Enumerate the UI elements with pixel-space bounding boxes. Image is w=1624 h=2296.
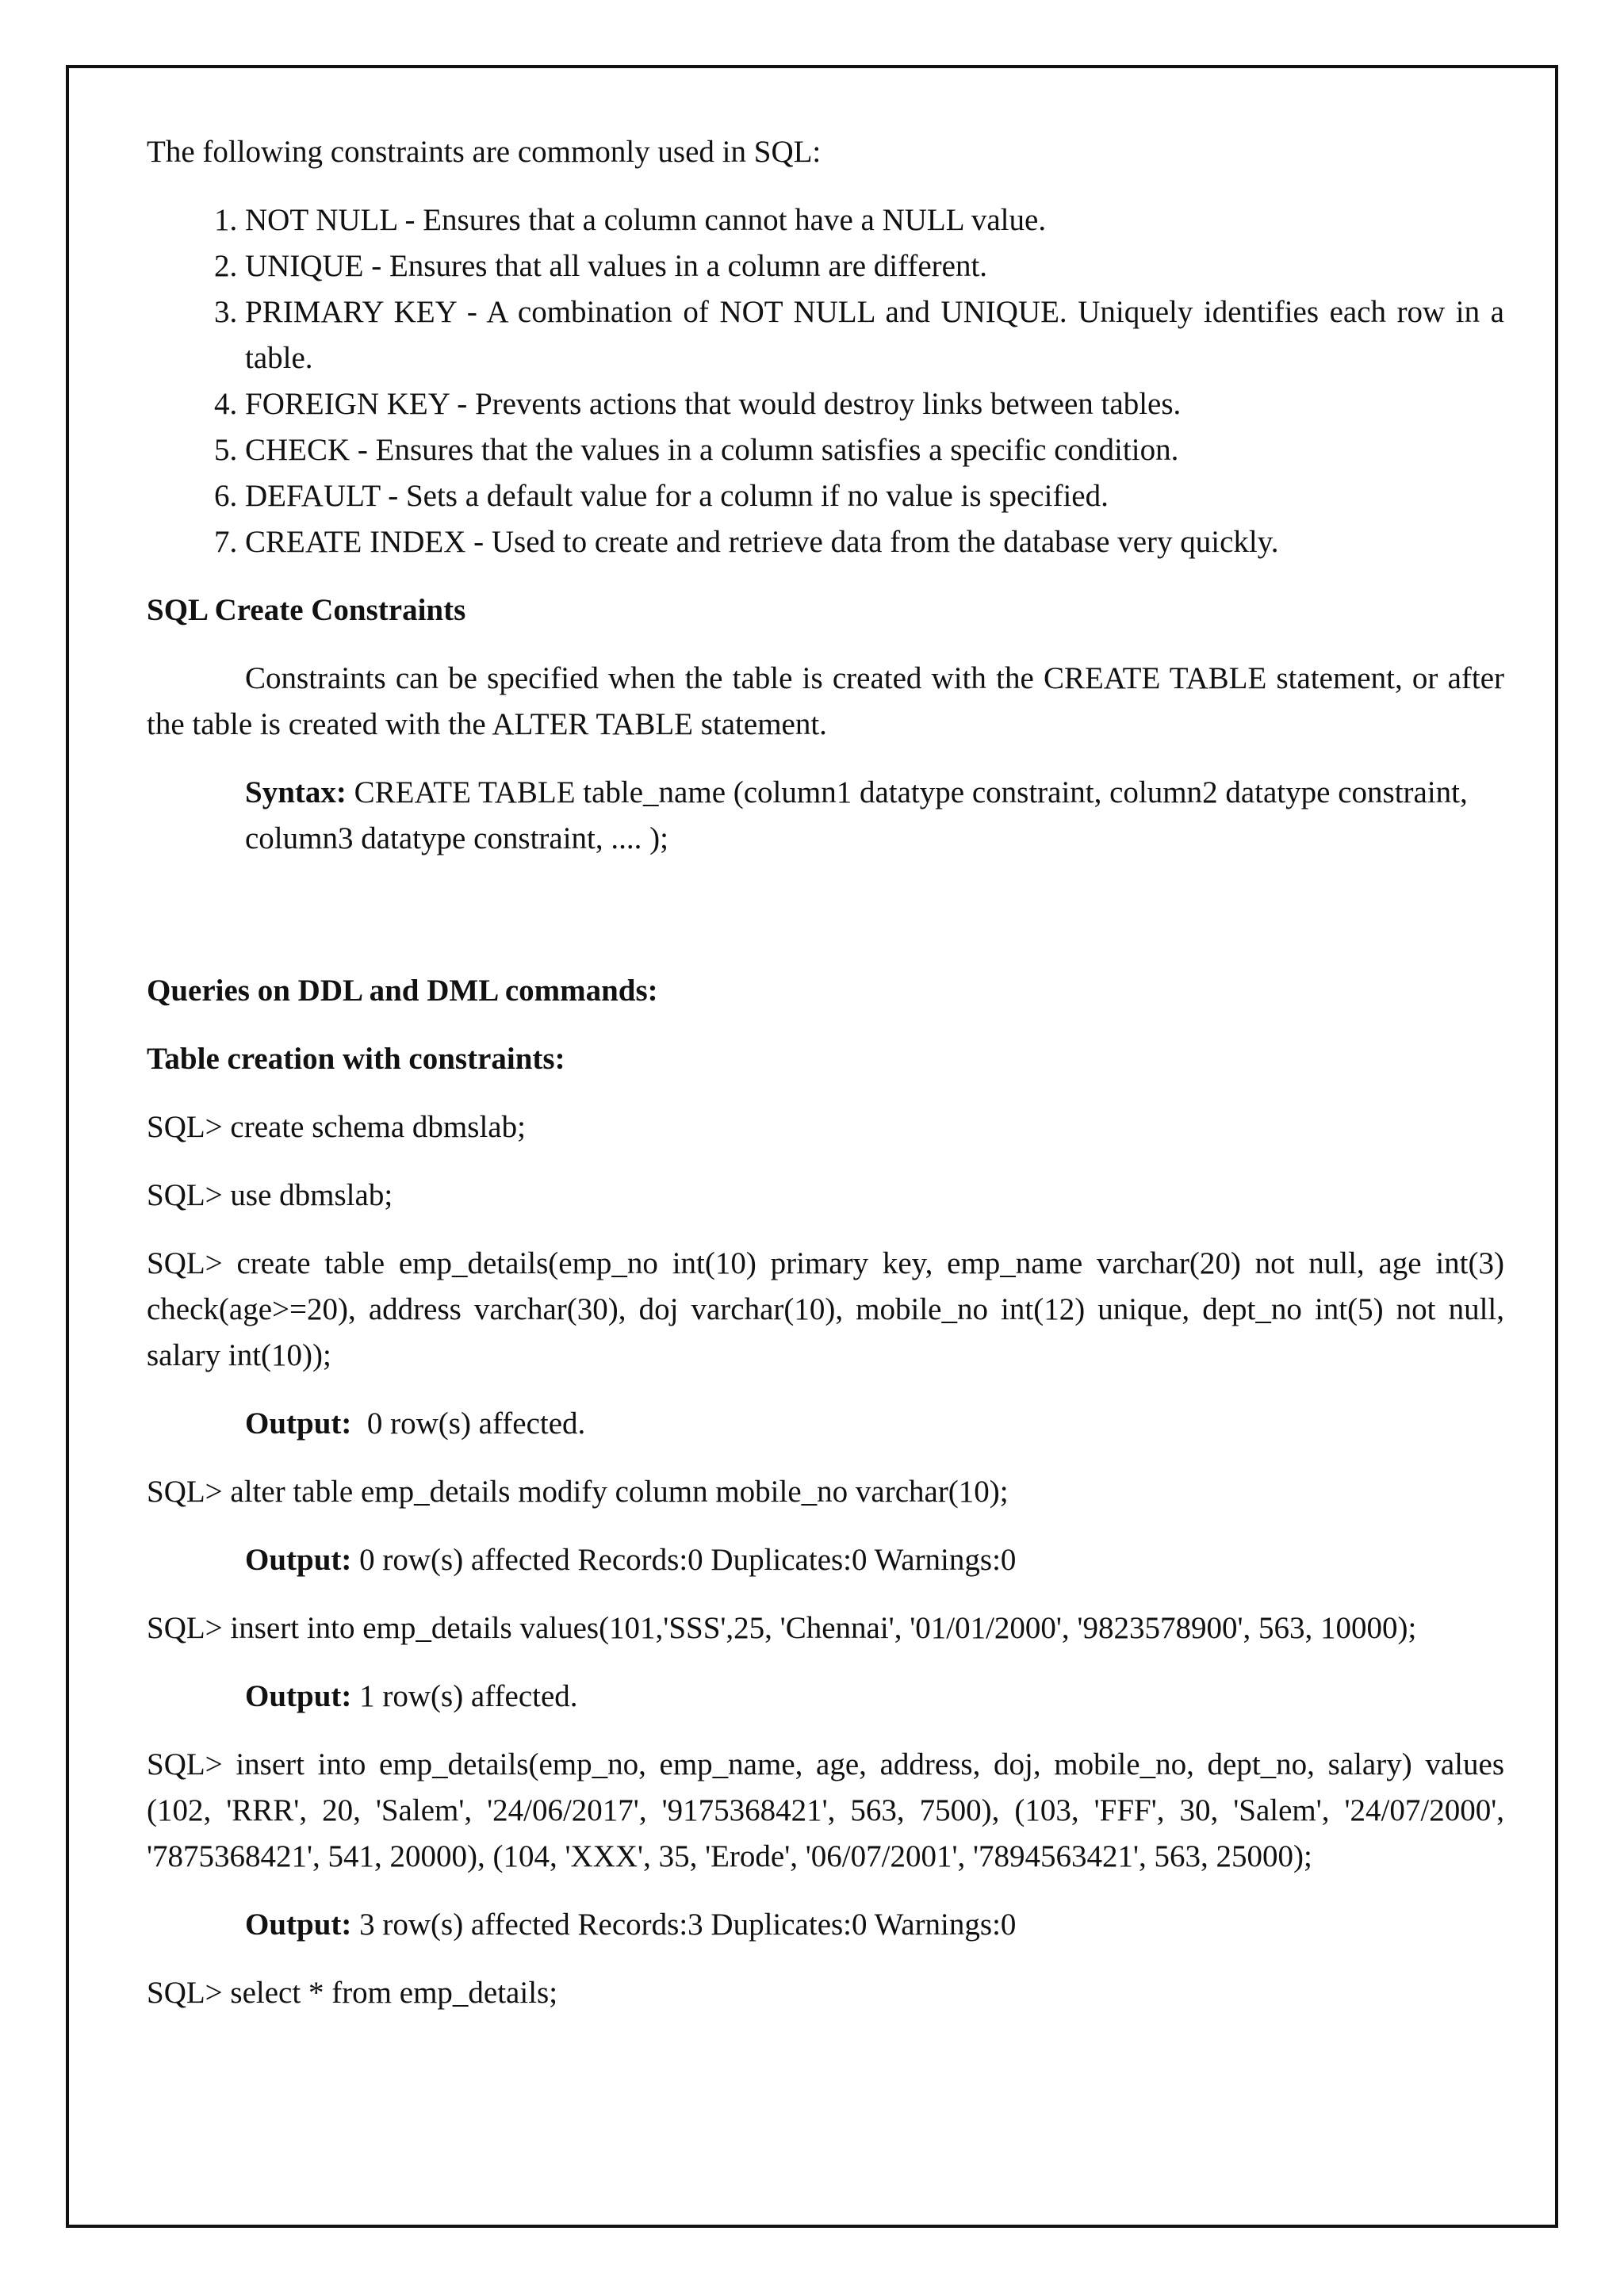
output-label: Output: [245,1908,352,1942]
output-insert-many [245,1902,1504,1948]
output-text: 0 row(s) affected. [351,1406,586,1441]
syntax-block [245,770,1504,862]
sql-create-schema: SQL> create schema dbmslab; [147,1110,526,1144]
list-item: 4. FOREIGN KEY - Prevents actions that would destroy links between tables. [245,381,1504,427]
sql-create-table: SQL> create table emp_details(emp_no int(10) primary key, emp_name varchar(20) not null, age int(3) check(age>=20), address varchar(30), doj varchar(10), mobile_no int(12) unique, dept_no int(5) not null, salary int(10)); [147,1246,1504,1372]
sql-insert-many: SQL> insert into emp_details(emp_no, emp_name, age, address, doj, mobile_no, dept_no, salary) values (102, 'RRR', 20, 'Salem', '24/06/2017', '9175368421', 563, 7500), (103, 'FFF', 30, 'Salem', '24/07/2000', '7875368421', 541, 20000), (104, 'XXX', 35, 'Erode', '06/07/2001', '7894563421', 563, 25000); [147,1747,1504,1873]
list-item: 6. DEFAULT - Sets a default value for a column if no value is specified. [245,473,1504,519]
syntax-text: CREATE TABLE table_name (column1 datatype constraint, column2 datatype constraint, column3 datatype constraint, .... ); [245,775,1468,855]
list-item: 1. NOT NULL - Ensures that a column cannot have a NULL value. [245,197,1504,243]
sql-select-all: SQL> select * from emp_details; [147,1976,558,2010]
list-item: 2. UNIQUE - Ensures that all values in a column are different. [245,243,1504,289]
sql-insert-one: SQL> insert into emp_details values(101,'SSS',25, 'Chennai', '01/01/2000', '9823578900', 563, 10000); [147,1611,1417,1645]
output-alter-table [245,1537,1504,1583]
queries-heading: Queries on DDL and DML commands: [147,974,658,1008]
output-text: 3 row(s) affected Records:3 Duplicates:0 Warnings:0 [351,1908,1017,1942]
output-label: Output: [245,1543,352,1577]
list-item: 7. CREATE INDEX - Used to create and retrieve data from the database very quickly. [245,519,1504,565]
output-create-table [245,1401,1504,1447]
output-text: 0 row(s) affected Records:0 Duplicates:0 Warnings:0 [351,1543,1017,1577]
output-label: Output: [245,1406,352,1441]
intro-text: The following constraints are commonly used in SQL: [147,135,822,169]
sql-alter-table: SQL> alter table emp_details modify column mobile_no varchar(10); [147,1475,1009,1509]
create-constraints-heading: SQL Create Constraints [147,593,466,627]
output-insert-one [245,1674,1504,1720]
sql-use-schema: SQL> use dbmslab; [147,1178,393,1212]
output-label: Output: [245,1679,352,1713]
constraints-list [147,197,1504,565]
syntax-label: Syntax: [245,775,347,809]
spacer [147,884,1504,968]
document-body [147,129,1504,2038]
list-item: 3. PRIMARY KEY - A combination of NOT NULL and UNIQUE. Uniquely identifies each row in a table. [245,289,1504,381]
list-item: 5. CHECK - Ensures that the values in a column satisfies a specific condition. [245,427,1504,473]
table-creation-heading: Table creation with constraints: [147,1042,565,1076]
create-constraints-text: Constraints can be specified when the table is created with the CREATE TABLE statement, or after the table is created with the ALTER TABLE statement. [147,661,1504,741]
output-text: 1 row(s) affected. [351,1679,578,1713]
